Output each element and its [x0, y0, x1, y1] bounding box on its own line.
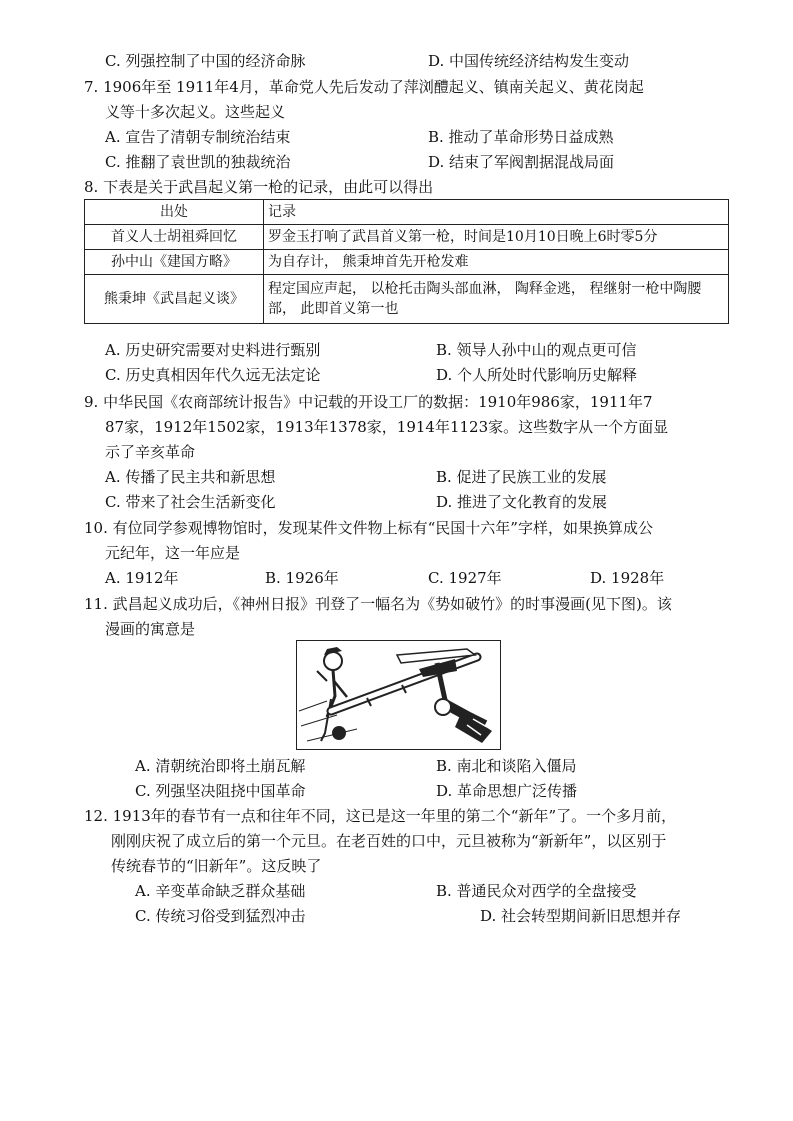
q10-stem-line1: 10. 有位同学参观博物馆时，发现某件文件物上标有“民国十六年”字样，如果换算成公: [84, 519, 653, 537]
q10-stem-line2: 元纪年，这一年应是: [105, 544, 241, 562]
table-cell-source: 孙中山《建国方略》: [85, 250, 264, 275]
q10-option-b: B. 1926年: [265, 569, 339, 587]
q9-stem-line2: 87家，1912年1502家，1913年1378家，1914年1123家。这些数字从一个方面显: [105, 418, 669, 436]
table-row: [85, 250, 729, 275]
q12-stem-line3: 传统春节的“旧新年”。这反映了: [111, 857, 322, 875]
q12-stem-line2: 刚刚庆祝了成立后的第一个元旦。在老百姓的口中，元旦被称为“新新年”，以区别于: [111, 832, 667, 850]
q12-option-b: B. 普通民众对西学的全盘接受: [436, 882, 637, 900]
q8-option-c: C. 历史真相因年代久远无法定论: [105, 366, 321, 384]
q11-stem-line1: 11. 武昌起义成功后，《神州日报》刊登了一幅名为《势如破竹》的时事漫画(见下图)。该: [84, 595, 672, 613]
q10-option-d: D. 1928年: [590, 569, 665, 587]
q9-stem-line3: 示了辛亥革命: [105, 443, 196, 461]
q11-option-c: C. 列强坚决阻挠中国革命: [135, 782, 306, 800]
table-cell-source: 首义人士胡祖舜回忆: [85, 225, 264, 250]
q7-option-c: C. 推翻了袁世凯的独裁统治: [105, 153, 291, 171]
q8-option-a: A. 历史研究需要对史料进行甄别: [105, 341, 321, 359]
q8-option-d: D. 个人所处时代影响历史解释: [436, 366, 638, 384]
table-header-source: 出处: [85, 200, 264, 225]
q9-option-a: A. 传播了民主共和新思想: [105, 468, 276, 486]
table-row: [85, 225, 729, 250]
q7-stem-line2: 义等十多次起义。这些起义: [105, 103, 286, 121]
q7-option-d: D. 结束了军阀割据混战局面: [428, 153, 615, 171]
cartoon-image: [296, 640, 501, 750]
q11-option-d: D. 革命思想广泛传播: [436, 782, 578, 800]
q8-record-table: [84, 199, 729, 324]
q9-option-c: C. 带来了社会生活新变化: [105, 493, 276, 511]
q12-option-a: A. 辛变革命缺乏群众基础: [135, 882, 306, 900]
q11-option-a: A. 清朝统治即将土崩瓦解: [135, 757, 306, 775]
q12-option-c: C. 传统习俗受到猛烈冲击: [135, 907, 306, 925]
table-cell-record: 为自存计， 熊秉坤首先开枪发难: [264, 250, 729, 275]
table-cell-source: 熊秉坤《武昌起义谈》: [85, 275, 264, 324]
q6-option-d: D. 中国传统经济结构发生变动: [428, 52, 630, 70]
q6-option-c: C. 列强控制了中国的经济命脉: [105, 52, 306, 70]
q11-stem-line2: 漫画的寓意是: [105, 620, 196, 638]
q11-option-b: B. 南北和谈陷入僵局: [436, 757, 577, 775]
q12-option-d: D. 社会转型期间新旧思想并存: [480, 907, 682, 925]
bamboo-splitting-cartoon-illustration: [297, 641, 500, 749]
q7-stem-line1: 7. 1906年至 1911年4月，革命党人先后发动了萍浏醴起义、镇南关起义、黄花岗起: [84, 78, 644, 96]
q7-option-a: A. 宣告了清朝专制统治结束: [105, 128, 291, 146]
q12-stem-line1: 12. 1913年的春节有一点和往年不同，这已是这一年里的第二个“新年”了。一个多月前，: [84, 807, 677, 825]
q9-stem-line1: 9. 中华民国《农商部统计报告》中记载的开设工厂的数据：1910年986家，1911年7: [84, 393, 653, 411]
q7-option-b: B. 推动了革命形势日益成熟: [428, 128, 614, 146]
q9-option-b: B. 促进了民族工业的发展: [436, 468, 607, 486]
table-header-record: 记录: [264, 200, 729, 225]
q8-option-b: B. 领导人孙中山的观点更可信: [436, 341, 637, 359]
table-cell-record: 罗金玉打响了武昌首义第一枪，时间是10月10日晚上6时零5分: [264, 225, 729, 250]
table-cell-record: 程定国应声起， 以枪托击陶头部血淋， 陶释金逃， 程继射一枪中陶腰部， 此即首义第一也: [264, 275, 729, 324]
table-row: [85, 275, 729, 324]
table-header-row: [85, 200, 729, 225]
q10-option-c: C. 1927年: [428, 569, 502, 587]
q9-option-d: D. 推进了文化教育的发展: [436, 493, 608, 511]
q10-option-a: A. 1912年: [105, 569, 179, 587]
q8-stem: 8. 下表是关于武昌起义第一枪的记录，由此可以得出: [84, 178, 434, 196]
